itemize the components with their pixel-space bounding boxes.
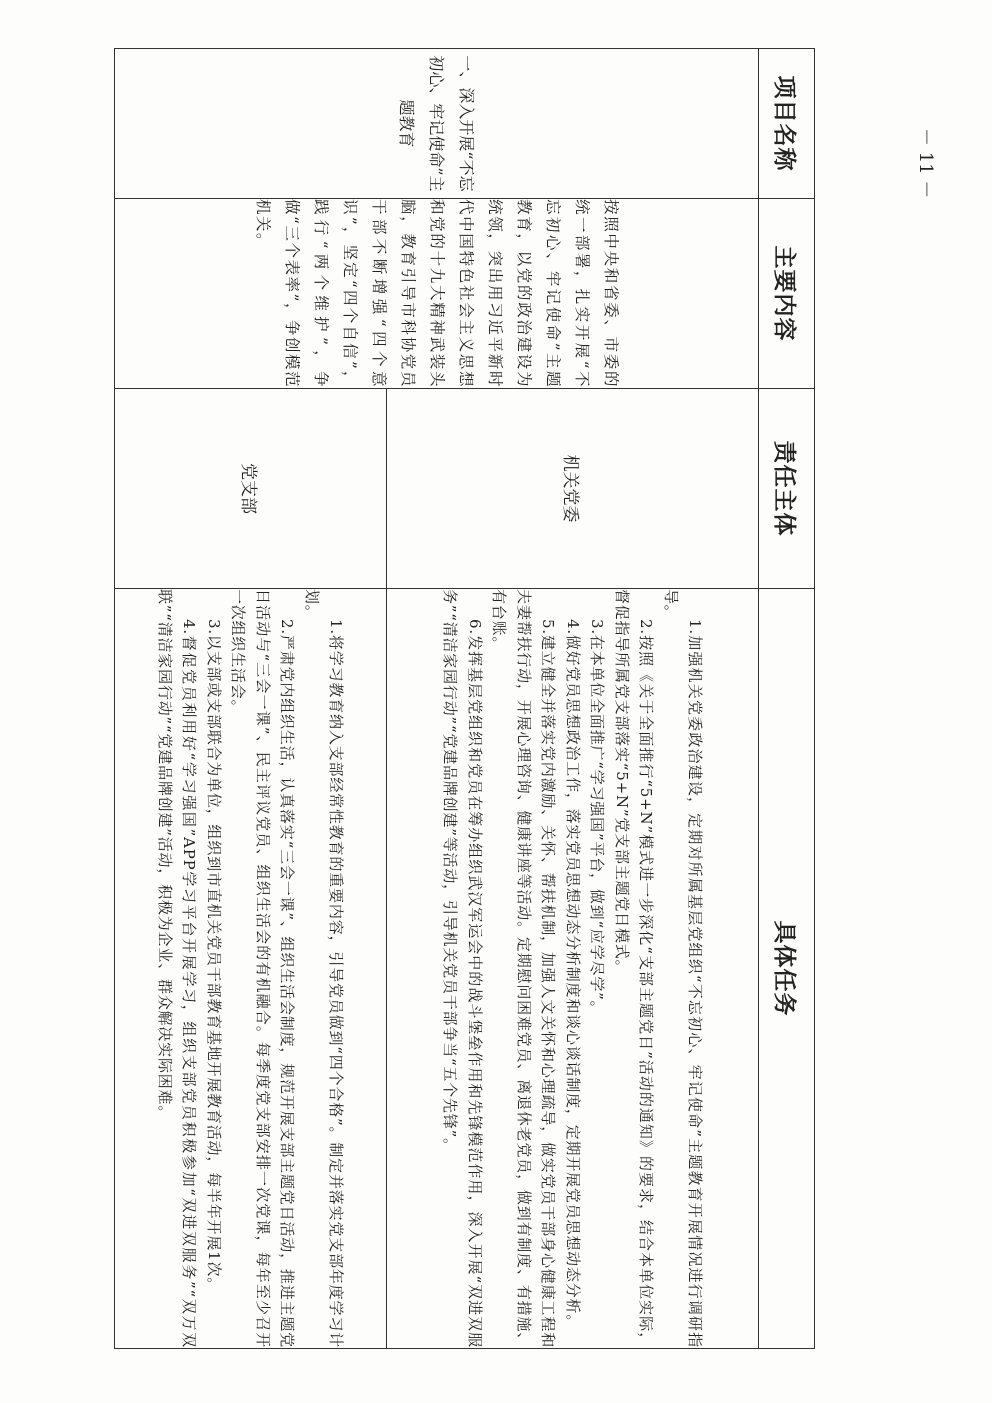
header-responsible-party: 责任主体: [759, 389, 815, 589]
task-item: 4.做好党员思想政治工作，落实党员思想动态分析制度和谈心谈话制度，定期开展党员思想动态分析。: [563, 619, 582, 1331]
tasks-cell-party-committee: [387, 589, 759, 1349]
owner-cell-party-branch: 党支部: [115, 389, 387, 589]
task-item: 1.将学习教育纳入支部经常性教育的重要内容，引导党员做到“四个合格”。制定并落实党支部年度学习计划。: [303, 589, 346, 1348]
header-specific-tasks: 具体任务: [759, 589, 815, 1349]
rotated-page: [115, 48, 815, 1348]
main-content-cell: 按照中央和省委、市委的统一部署，扎实开展“不忘初心、牢记使命”主题教育，以党的政治建设为统领，突出用习近平新时代中国特色社会主义思想和党的十九大精神武装头脑，教育引导市科协党员干部不断增强“四个意识”，坚定“四个自信”，践行“两个维护”，争做“三个表率”，争创模范机关。: [115, 199, 759, 389]
task-item: 3.以支部或支部联合为单位，组织到市直机关党员干部教育基地开展教育活动，每半年开展1次。: [205, 619, 223, 1294]
task-item: 2.按照《关于全面推行“5+N”模式进一步深化“支部主题党日”活动的通知》的要求，结合本单位实际，督促指导所属党支部落实“5+N”党支部主题党日模式。: [612, 589, 656, 1348]
task-item: 4.督促党员利用好“学习强国”APP学习平台开展学习，组织支部党员积极参加“双进双服务”“双万双联”“清洁家园行动”“党建品牌创建”活动，积极为企业、群众解决实际困难。: [156, 589, 199, 1348]
task-item: 2.严肃党内组织生活，认真落实“三会一课”、组织生活会制度，规范开展支部主题党日活动，推进主题党日活动与“三会一课”、民主评议党员、组织生活会的有机融合。每季度党支部安排一次党课，每年至少召开一次组织生活会。: [229, 589, 297, 1348]
project-name-cell: 一、深入开展“不忘初心、牢记使命”主题教育: [115, 49, 759, 199]
work-plan-table: [114, 48, 815, 1349]
header-main-content: 主要内容: [759, 199, 815, 389]
task-item: 6.发挥基层党组织和党员在筹办组织武汉军运会中的战斗堡垒作用和先锋模范作用，深入开展“双进双服务”“清洁家园行动”“党建品牌创建”等活动，引导机关党员干部争当“五个先锋”。: [441, 589, 484, 1348]
owner-cell-party-committee: 机关党委: [387, 389, 759, 589]
table-header-row: [759, 49, 815, 1349]
header-project-name: 项目名称: [759, 49, 815, 199]
task-item: 5.建立健全并落实党内激励、关怀、帮扶机制，加强人文关怀和心理疏导，做实党员干部身心健康工程和夫妻帮扶行动，开展心理咨询、健康讲座等活动。定期慰问困难党员、离退休老党员，做到有制度、有措施、有台账。: [490, 589, 558, 1348]
task-item: 1.加强机关党委政治建设，定期对所属基层党组织“不忘初心、牢记使命”主题教育开展情况进行调研指导。: [661, 589, 705, 1348]
task-item: 3.在本单位全面推广“学习强国”平台，做到“应学尽学”。: [588, 619, 607, 1017]
tasks-cell-party-branch: [115, 589, 387, 1349]
table-row: [387, 49, 759, 1349]
page-number: － 11 －: [915, 127, 936, 199]
